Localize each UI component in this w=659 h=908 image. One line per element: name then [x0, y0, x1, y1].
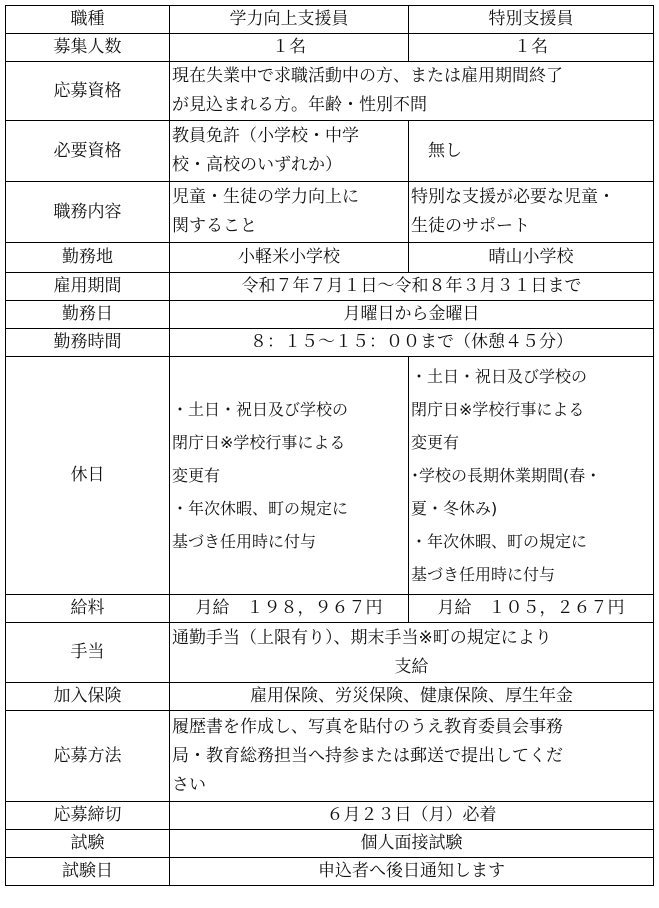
recruit-count-academic: １名 — [170, 34, 409, 62]
row-exam — [6, 830, 654, 858]
row-recruit-count — [6, 34, 654, 62]
header-row — [6, 6, 654, 34]
row-workplace — [6, 243, 654, 273]
row-insurance — [6, 683, 654, 711]
holidays-label: 休日 — [6, 357, 170, 595]
recruit-count-label: 募集人数 — [6, 34, 170, 62]
deadline-value: ６月２３日（月）必着 — [170, 802, 654, 830]
allowance-line-1: 通勤手当（上限有り）、期末手当※町の規定により — [172, 627, 552, 648]
recruit-count-special: １名 — [409, 34, 654, 62]
row-deadline — [6, 802, 654, 830]
header-academic-support: 学力向上支援員 — [170, 6, 409, 34]
exam-label: 試験 — [6, 830, 170, 858]
eligibility-label: 応募資格 — [6, 62, 170, 121]
required-qualification-label: 必要資格 — [6, 121, 170, 182]
application-method-value: 履歴書を作成し、写真を貼付のうえ教育委員会事務 局・教育総務担当へ持参または郵送で提出してくだ さい — [170, 711, 654, 802]
employment-period-label: 雇用期間 — [6, 273, 170, 301]
row-eligibility — [6, 62, 654, 121]
row-application-method — [6, 711, 654, 802]
required-qualification-special: 無し — [409, 121, 654, 182]
work-hours-label: 勤務時間 — [6, 329, 170, 357]
allowance-value — [170, 623, 654, 683]
exam-date-label: 試験日 — [6, 858, 170, 886]
exam-value: 個人面接試験 — [170, 830, 654, 858]
employment-period-value: 令和７年７月１日～令和８年３月３１日まで — [170, 273, 654, 301]
required-qualification-academic: 教員免許（小学校・中学 校・高校のいずれか） — [170, 121, 409, 182]
workplace-academic: 小軽米小学校 — [170, 243, 409, 273]
allowance-label: 手当 — [6, 623, 170, 683]
work-days-label: 勤務日 — [6, 301, 170, 329]
row-holidays — [6, 357, 654, 595]
row-allowance — [6, 623, 654, 683]
header-special-support: 特別支援員 — [409, 6, 654, 34]
row-work-hours — [6, 329, 654, 357]
header-job-type-label: 職種 — [6, 6, 170, 34]
insurance-value: 雇用保険、労災保険、健康保険、厚生年金 — [170, 683, 654, 711]
row-duties — [6, 182, 654, 243]
work-days-value: 月曜日から金曜日 — [170, 301, 654, 329]
work-hours-value: ８：１５～１５：００まで（休憩４５分） — [170, 329, 654, 357]
exam-date-value: 申込者へ後日通知します — [170, 858, 654, 886]
workplace-label: 勤務地 — [6, 243, 170, 273]
holidays-special: ・土日・祝日及び学校の 閉庁日※学校行事による 変更有 ･学校の長期休業期間(春・ 夏・冬休み) ・年次休暇、町の規定に 基づき任用時に付与 — [409, 357, 654, 595]
salary-label: 給料 — [6, 595, 170, 623]
allowance-line-2: 支給 — [394, 656, 429, 677]
deadline-label: 応募締切 — [6, 802, 170, 830]
insurance-label: 加入保険 — [6, 683, 170, 711]
row-work-days — [6, 301, 654, 329]
eligibility-value: 現在失業中で求職活動中の方、または雇用期間終了 が見込まれる方。年齢・性別不問 — [170, 62, 654, 121]
duties-academic: 児童・生徒の学力向上に 関すること — [170, 182, 409, 243]
application-method-label: 応募方法 — [6, 711, 170, 802]
workplace-special: 晴山小学校 — [409, 243, 654, 273]
holidays-academic: ・土日・祝日及び学校の 閉庁日※学校行事による 変更有 ・年次休暇、町の規定に 基づき任用時に付与 — [170, 357, 409, 595]
duties-label: 職務内容 — [6, 182, 170, 243]
row-exam-date — [6, 858, 654, 886]
row-required-qualification — [6, 121, 654, 182]
salary-special: 月給 １０５，２６７円 — [409, 595, 654, 623]
row-salary — [6, 595, 654, 623]
duties-special: 特別な支援が必要な児童・ 生徒のサポート — [409, 182, 654, 243]
salary-academic: 月給 １９８，９６７円 — [170, 595, 409, 623]
recruitment-table — [5, 5, 654, 886]
row-employment-period — [6, 273, 654, 301]
